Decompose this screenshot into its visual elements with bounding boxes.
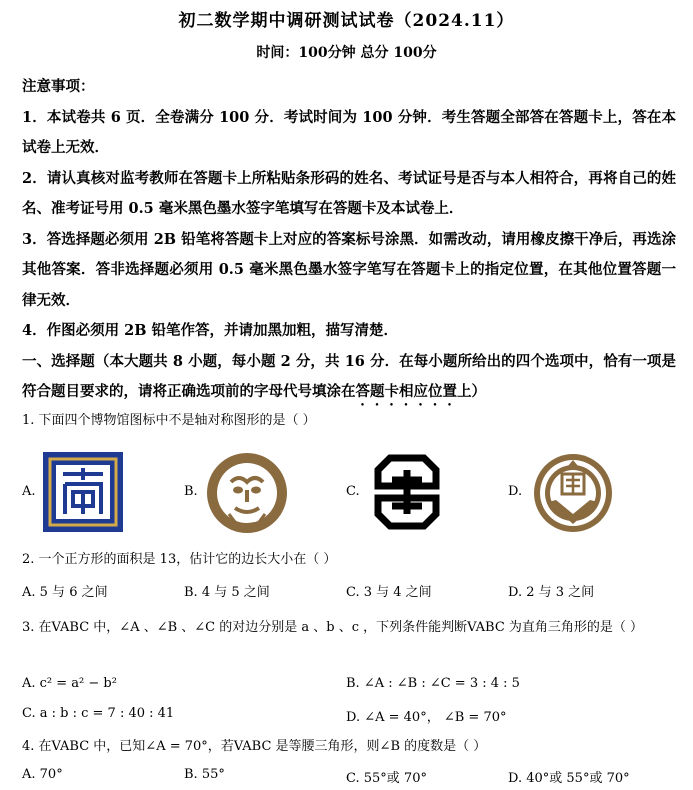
- notes-block: [22, 72, 676, 409]
- option-2d[interactable]: D. 2 与 3 之间: [508, 585, 595, 600]
- page-subtitle: 时间：100分钟 总分 100分: [256, 45, 437, 61]
- note-item: 2．请认真核对监考教师在答题卡上所粘贴条形码的姓名、考试证号是否与本人相符合，再将自己的姓名、准考证号用 0.5 毫米黑色墨水签字笔填写在答题卡及本试卷上．: [22, 169, 676, 217]
- question-3-options: [22, 676, 676, 726]
- note-item: 3．答选择题必须用 2B 铅笔将答题卡上对应的答案标号涂黑．如需改动，请用橡皮擦干净后，再选涂其他答案．答非选择题必须用 0.5 毫米黑色墨水签字笔写在答题卡上的指定位置，在其他位置答题一律无效．: [22, 230, 676, 309]
- emphasis-text: 答题卡相应位置: [355, 383, 457, 400]
- option-4c[interactable]: C. 55°或 70°: [346, 771, 427, 786]
- option-4a[interactable]: A. 70°: [22, 767, 63, 782]
- note-item: 4．作图必须用 2B 铅笔作答，并请加黑加粗，描写清楚．: [22, 322, 399, 339]
- question-4-options: [22, 767, 676, 787]
- page-title: 初二数学期中调研测试试卷（2024.11）: [178, 11, 515, 31]
- black-knot-museum-logo-icon: [370, 452, 444, 532]
- bronze-mask-museum-logo-icon: [205, 452, 289, 534]
- question-2-stem: 2. 一个正方形的面积是 13，估计它的边长大小在（ ）: [22, 552, 337, 567]
- question-4-stem: 4. 在VABC 中，已知∠A = 70°，若VABC 是等腰三角形，则∠B 的度数是（ ）: [22, 739, 487, 754]
- option-2b[interactable]: B. 4 与 5 之间: [184, 585, 270, 600]
- option-3d[interactable]: D. ∠A = 40°， ∠B = 70°: [346, 710, 507, 725]
- section-heading: 一、选择题（本大题共 8 小题，每小题 2 分，共 16 分．在每小题所给出的四个选项中，恰有一项是符合题目要求的，请将正确选项前的字母代号填涂在答题卡相应位置上）: [22, 352, 676, 400]
- option-2c[interactable]: C. 3 与 4 之间: [346, 585, 432, 600]
- question-3-stem: 3. 在VABC 中，∠A 、∠B 、∠C 的对边分别是 a 、b 、c ，下列条件能判断VABC 为直角三角形的是（ ）: [22, 620, 644, 635]
- question-1-stem: 1. 下面四个博物馆图标中不是轴对称图形的是（ ）: [22, 413, 316, 428]
- option-3a[interactable]: A. c² = a² − b²: [22, 676, 117, 691]
- option-4d[interactable]: D. 40°或 55°或 70°: [508, 771, 630, 786]
- option-4b[interactable]: B. 55°: [184, 767, 225, 782]
- option-3b[interactable]: B. ∠A : ∠B : ∠C = 3 : 4 : 5: [346, 676, 520, 691]
- option-3c[interactable]: C. a : b : c = 7 : 40 : 41: [22, 706, 175, 721]
- note-item: 1．本试卷共 6 页．全卷满分 100 分．考试时间为 100 分钟．考生答题全部答在答题卡上，答在本试卷上无效．: [22, 108, 676, 156]
- option-2a[interactable]: A. 5 与 6 之间: [22, 585, 108, 600]
- bronze-stamp-museum-logo-icon: [530, 452, 616, 534]
- question-1-options: A. B. C. D.: [22, 452, 676, 534]
- blue-square-museum-logo-icon: [43, 452, 123, 532]
- notes-heading: 注意事项：: [22, 78, 95, 95]
- question-2-options: [22, 581, 676, 601]
